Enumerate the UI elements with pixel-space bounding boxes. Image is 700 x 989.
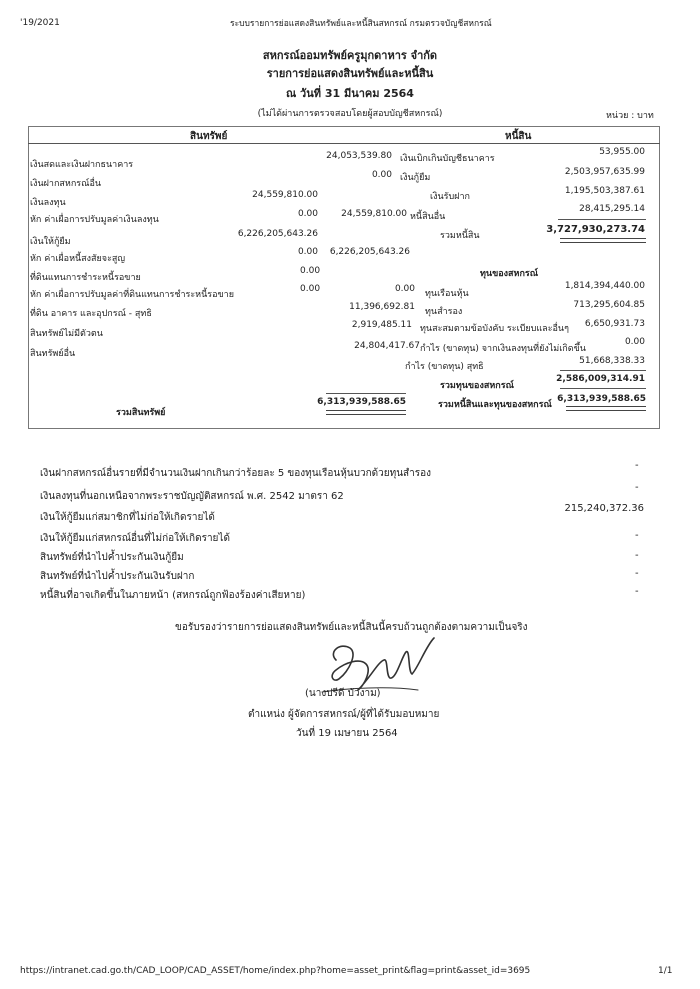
note-label: สินทรัพย์ที่นำไปค้ำประกันเงินกู้ยืม [40, 552, 184, 563]
note-value: - [635, 482, 639, 493]
page-number: 1/1 [658, 966, 673, 976]
asset-label: ที่ดิน อาคาร และอุปกรณ์ - สุทธิ [30, 309, 152, 319]
asset-label: หัก ค่าเผื่อการปรับมูลค่าเงินลงทุน [30, 215, 159, 225]
asset-value: 24,559,810.00 [252, 190, 318, 200]
note-label: เงินลงทุนที่นอกเหนือจากพระราชบัญญัติสหกรณ์ พ.ศ. 2542 มาตรา 62 [40, 491, 344, 502]
note-label: หนี้สินที่อาจเกิดขึ้นในภายหน้า (สหกรณ์ถูกฟ้องร้องค่าเสียหาย) [40, 590, 306, 601]
asset-value: 0.00 [394, 284, 415, 294]
equity-label: ทุนสะสมตามข้อบังคับ ระเบียบและอื่นๆ [420, 324, 569, 334]
liability-value: 53,955.00 [599, 147, 645, 157]
asset-label: ที่ดินแทนการชำระหนี้รอขาย [30, 273, 141, 283]
asset-value: 24,053,539.80 [326, 151, 392, 161]
asset-value: 6,226,205,643.26 [237, 229, 318, 239]
grand-total-label: รวมหนี้สินและทุนของสหกรณ์ [438, 400, 552, 410]
grand-total-double-line [566, 406, 646, 411]
equity-value: 713,295,604.85 [573, 300, 645, 310]
liability-total-double-line [560, 238, 646, 243]
equity-value: 51,668,338.33 [579, 356, 645, 366]
certification-statement: ขอรับรองว่ารายการย่อแสดงสินทรัพย์และหนี้สินนี้ครบถ้วนถูกต้องตามความเป็นจริง [175, 622, 528, 633]
report-date: ณ วันที่ 31 มีนาคม 2564 [286, 87, 414, 100]
note-label: เงินฝากสหกรณ์อื่นรายที่มีจำนวนเงินฝากเกินกว่าร้อยละ 5 ของทุนเรือนหุ้นบวกด้วยทุนสำรอง [40, 468, 432, 479]
equity-label: ทุนสำรอง [425, 307, 463, 317]
note-value: - [635, 530, 639, 541]
liability-total-label: รวมหนี้สิน [440, 231, 480, 241]
asset-value: 0.00 [297, 209, 318, 219]
note-value: - [635, 568, 639, 579]
asset-value: 6,226,205,643.26 [329, 247, 410, 257]
print-date-fragment: '19/2021 [20, 18, 60, 28]
grand-total-value: 6,313,939,588.65 [557, 394, 646, 404]
equity-value: 0.00 [624, 337, 645, 347]
note-label: เงินให้กู้ยืมแก่สมาชิกที่ไม่ก่อให้เกิดรายได้ [40, 512, 215, 523]
equity-label: กำไร (ขาดทุน) สุทธิ [405, 362, 484, 372]
liability-value: 2,503,957,635.99 [564, 167, 645, 177]
liability-label: เงินกู้ยืม [400, 173, 431, 183]
liability-subtotal-line [558, 219, 646, 220]
org-name: สหกรณ์ออมทรัพย์ครูมุกดาหาร จำกัด [262, 49, 438, 62]
assets-total-value: 6,313,939,588.65 [317, 397, 406, 407]
asset-value: 24,804,417.67 [354, 341, 420, 351]
note-label: สินทรัพย์ที่นำไปค้ำประกันเงินรับฝาก [40, 571, 195, 582]
asset-value: 2,919,485.11 [351, 320, 412, 330]
asset-label: เงินฝากสหกรณ์อื่น [30, 179, 102, 189]
equity-value: 1,814,394,440.00 [564, 281, 645, 291]
unit-label: หน่วย : บาท [606, 111, 654, 121]
header-divider [28, 143, 660, 144]
asset-label: สินทรัพย์อื่น [30, 349, 76, 359]
liability-label: เงินรับฝาก [430, 192, 470, 202]
assets-total-double-line [326, 410, 406, 415]
equity-label: ทุนเรือนหุ้น [425, 289, 469, 299]
asset-label: เงินสดและเงินฝากธนาคาร [30, 160, 134, 170]
footer-url: https://intranet.cad.go.th/CAD_LOOP/CAD_ASSET/home/index.php?home=asset_print&flag=print&asset_id=3695 [20, 966, 531, 976]
asset-value: 0.00 [300, 266, 321, 276]
asset-value: 0.00 [371, 170, 392, 180]
asset-value: 24,559,810.00 [341, 209, 407, 219]
liability-label: หนี้สินอื่น [410, 212, 446, 222]
equity-heading: ทุนของสหกรณ์ [480, 269, 539, 279]
liabilities-heading: หนี้สิน [505, 131, 532, 142]
assets-heading: สินทรัพย์ [190, 131, 228, 142]
equity-value: 6,650,931.73 [584, 319, 645, 329]
asset-value: 0.00 [300, 284, 321, 294]
asset-value: 11,396,692.81 [349, 302, 415, 312]
assets-total-label: รวมสินทรัพย์ [116, 408, 166, 418]
note-value: - [635, 586, 639, 597]
liability-label: เงินเบิกเกินบัญชีธนาคาร [400, 154, 495, 164]
note-value: 215,240,372.36 [564, 503, 644, 514]
asset-label: เงินลงทุน [30, 198, 66, 208]
signer-position: ตำแหน่ง ผู้จัดการสหกรณ์/ผู้ที่ได้รับมอบหมาย [248, 709, 440, 720]
audit-note: (ไม่ได้ผ่านการตรวจสอบโดยผู้สอบบัญชีสหกรณ์) [257, 109, 443, 119]
note-value: - [635, 460, 639, 471]
asset-label: หัก ค่าเผื่อการปรับมูลค่าที่ดินแทนการชำระหนี้รอขาย [30, 290, 234, 300]
asset-label: หัก ค่าเผื่อหนี้สงสัยจะสูญ [30, 254, 126, 264]
liability-value: 28,415,295.14 [579, 204, 645, 214]
equity-total-value: 2,586,009,314.91 [556, 374, 645, 384]
equity-subtotal-line [560, 370, 646, 371]
asset-label: สินทรัพย์ไม่มีตัวตน [30, 329, 103, 339]
signer-name: (นางปรีดี บัวงาม) [305, 688, 381, 699]
asset-label: เงินให้กู้ยืม [30, 237, 71, 247]
signature-date: วันที่ 19 เมษายน 2564 [296, 728, 398, 739]
note-label: เงินให้กู้ยืมแก่สหกรณ์อื่นที่ไม่ก่อให้เกิดรายได้ [40, 533, 230, 544]
report-title: รายการย่อแสดงสินทรัพย์และหนี้สิน [266, 67, 434, 80]
liability-total-value: 3,727,930,273.74 [546, 224, 645, 235]
note-value: - [635, 550, 639, 561]
equity-total-label: รวมทุนของสหกรณ์ [440, 381, 514, 391]
liability-value: 1,195,503,387.61 [564, 186, 645, 196]
asset-value: 0.00 [297, 247, 318, 257]
assets-total-top-line [326, 393, 406, 394]
equity-label: กำไร (ขาดทุน) จากเงินลงทุนที่ยังไม่เกิดขึ้น [420, 344, 586, 354]
system-title: ระบบรายการย่อแสดงสินทรัพย์และหนี้สินสหกรณ์ กรมตรวจบัญชีสหกรณ์ [230, 19, 492, 29]
equity-total-line [560, 388, 646, 389]
